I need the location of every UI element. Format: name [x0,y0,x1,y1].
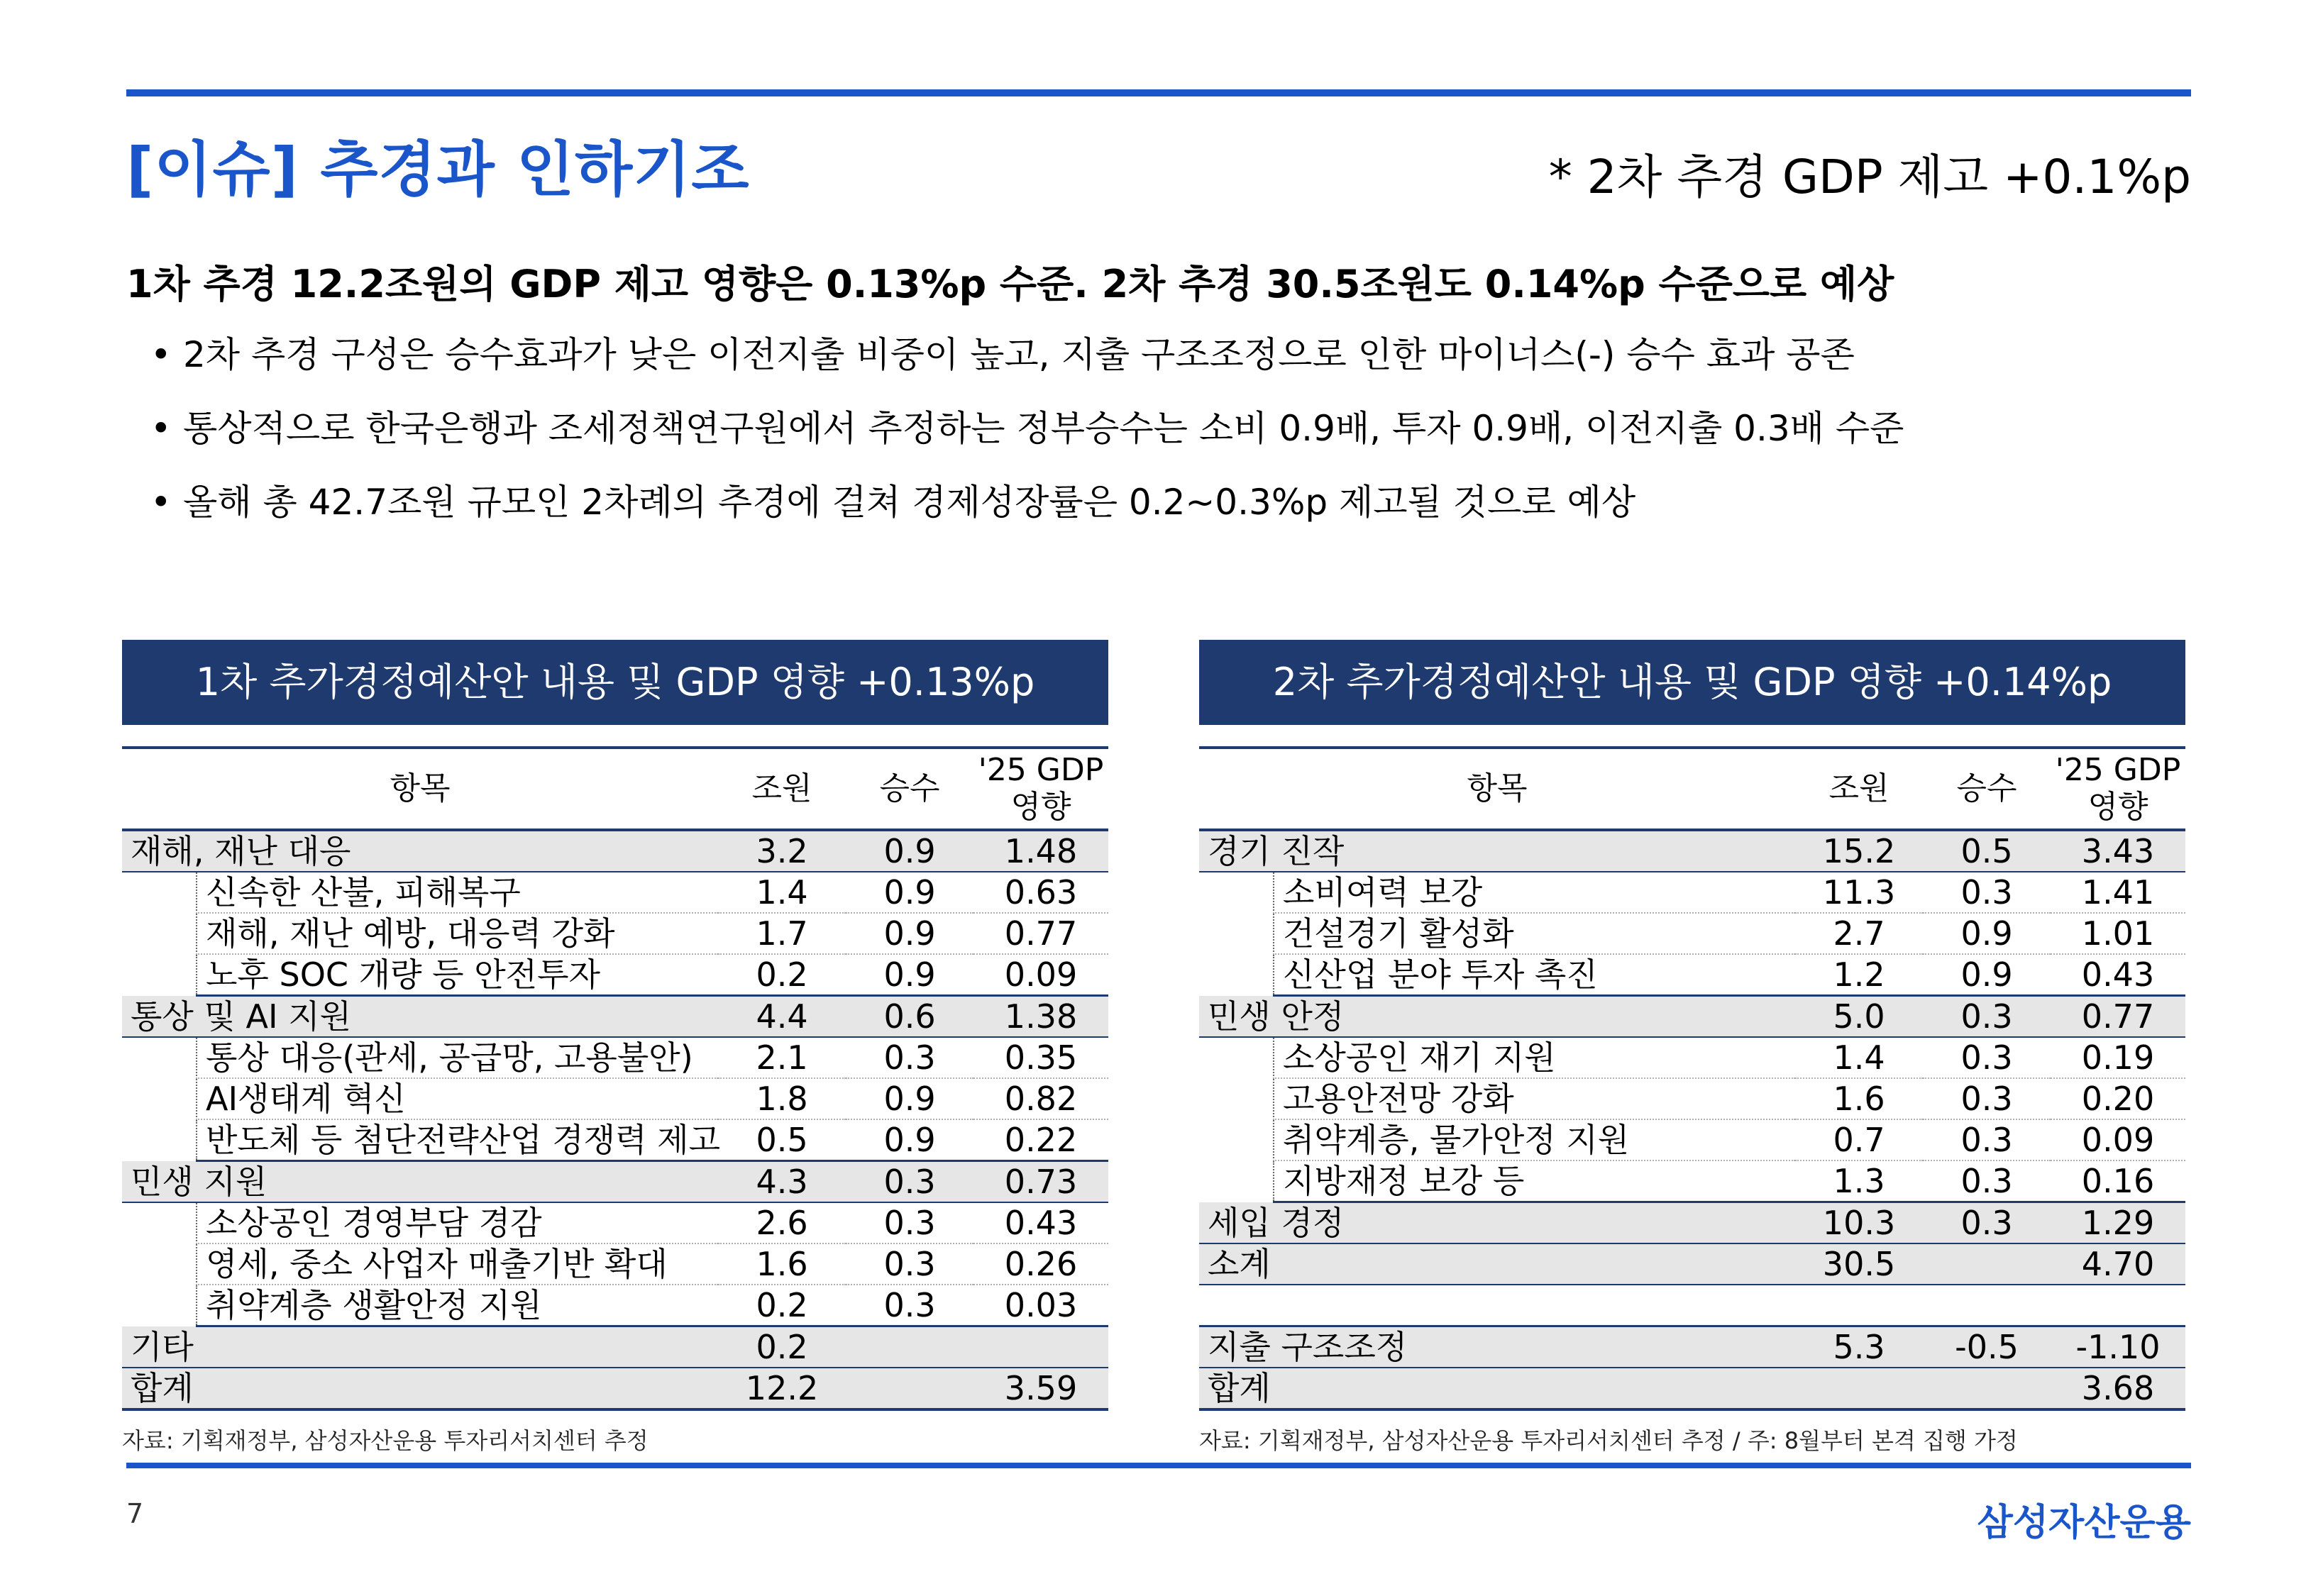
row-trillion: 1.4 [1795,1037,1923,1078]
row-label: 경기 진작 [1199,830,1795,872]
table1-header: 1차 추가경정예산안 내용 및 GDP 영향 +0.13%p [122,640,1108,725]
row-label: 신산업 분야 투자 촉진 [1274,954,1795,996]
table-row-sub [1199,872,2185,913]
row-label: 건설경기 활성화 [1274,913,1795,954]
table-row-group [122,830,1108,872]
table-row-sub [122,1119,1108,1161]
table2 [1199,746,2185,1411]
col-header-gdp: '25 GDP 영향 [2051,748,2185,830]
col-header-gdp: '25 GDP 영향 [973,748,1108,830]
row-trillion: 4.3 [718,1161,846,1203]
table-row-group [1199,1202,2185,1244]
table1-panel [122,640,1108,1411]
bullet-dot-icon: • [150,482,172,523]
row-gdp-effect: 3.43 [2051,830,2185,872]
table1 [122,746,1108,1411]
row-label: 반도체 등 첨단전략산업 경쟁력 제고 [197,1119,718,1161]
row-label: 취약계층 생활안정 지원 [197,1285,718,1326]
col-header-trillion: 조원 [718,748,846,830]
spacer-row [1199,1285,2185,1326]
row-multiplier: 0.3 [1923,872,2051,913]
row-trillion [1795,1368,1923,1409]
row-trillion: 1.4 [718,872,846,913]
row-trillion: 1.2 [1795,954,1923,996]
row-indent [1199,1160,1274,1202]
row-gdp-effect [973,1326,1108,1368]
row-label: 민생 지원 [122,1161,718,1203]
row-trillion: 11.3 [1795,872,1923,913]
row-gdp-effect: -1.10 [2051,1326,2185,1368]
row-multiplier: 0.6 [846,996,973,1038]
row-multiplier: 0.3 [1923,1037,2051,1078]
row-multiplier: 0.9 [846,1119,973,1161]
row-trillion: 1.3 [1795,1160,1923,1202]
headline: 1차 추경 12.2조원의 GDP 제고 영향은 0.13%p 수준. 2차 추경 30.5조원도 0.14%p 수준으로 예상 [126,262,1894,306]
row-multiplier: 0.9 [846,830,973,872]
row-label: 소비여력 보강 [1274,872,1795,913]
table-row-sub [122,1243,1108,1285]
table-row-sub [1199,1078,2185,1119]
row-trillion: 0.2 [718,1326,846,1368]
row-gdp-effect: 0.03 [973,1285,1108,1326]
row-trillion: 10.3 [1795,1202,1923,1244]
row-trillion: 4.4 [718,996,846,1038]
row-gdp-effect: 1.41 [2051,872,2185,913]
table-row-total [1199,1368,2185,1409]
row-gdp-effect: 1.38 [973,996,1108,1038]
page-number: 7 [126,1498,144,1529]
row-multiplier: 0.3 [846,1285,973,1326]
table1-source: 자료: 기획재정부, 삼성자산운용 투자리서치센터 추정 [122,1427,649,1454]
row-indent [122,1037,197,1078]
row-trillion: 1.8 [718,1078,846,1119]
row-trillion: 0.2 [718,954,846,996]
row-multiplier: -0.5 [1923,1326,2051,1368]
row-indent [122,1202,197,1243]
table-row-group [122,1326,1108,1368]
row-indent [1199,913,1274,954]
row-label: 지방재정 보강 등 [1274,1160,1795,1202]
bullet-text: 올해 총 42.7조원 규모인 2차례의 추경에 걸쳐 경제성장률은 0.2~0.3%p 제고될 것으로 예상 [183,482,1636,523]
row-label: 신속한 산불, 피해복구 [197,872,718,913]
row-gdp-effect: 1.48 [973,830,1108,872]
row-trillion: 15.2 [1795,830,1923,872]
top-rule [126,89,2191,96]
table-row-group [1199,996,2185,1038]
row-label: 노후 SOC 개량 등 안전투자 [197,954,718,996]
bullet-text: 통상적으로 한국은행과 조세정책연구원에서 추정하는 정부승수는 소비 0.9배, 투자 0.9배, 이전지출 0.3배 수준 [183,408,1904,449]
row-indent [1199,954,1274,996]
row-label: 합계 [1199,1368,1795,1409]
row-multiplier: 0.5 [1923,830,2051,872]
row-trillion: 12.2 [718,1368,846,1409]
table1-header-row [122,748,1108,830]
title-note: * 2차 추경 GDP 제고 +0.1%p [1548,150,2191,204]
row-label: 취약계층, 물가안정 지원 [1274,1119,1795,1160]
row-multiplier: 0.9 [846,1078,973,1119]
page-title: [이슈] 추경과 인하기조 [126,135,750,204]
table-row-sub [122,872,1108,913]
row-gdp-effect: 0.43 [2051,954,2185,996]
row-label: 소상공인 재기 지원 [1274,1037,1795,1078]
row-trillion: 0.2 [718,1285,846,1326]
table-row-group [1199,1326,2185,1368]
row-gdp-effect: 0.09 [973,954,1108,996]
bullet-item [150,404,1904,477]
row-indent [1199,1078,1274,1119]
row-multiplier [846,1326,973,1368]
col-header-multiplier: 승수 [1923,748,2051,830]
row-indent [122,1119,197,1161]
table-row-total [122,1368,1108,1409]
row-multiplier: 0.3 [846,1243,973,1285]
row-trillion: 0.7 [1795,1119,1923,1160]
col-header-item: 항목 [122,748,718,830]
row-multiplier: 0.3 [846,1161,973,1203]
row-indent [122,913,197,954]
table-row-sub [122,1285,1108,1326]
row-multiplier: 0.9 [846,872,973,913]
table-row-group [122,1161,1108,1203]
row-gdp-effect: 0.16 [2051,1160,2185,1202]
row-multiplier: 0.9 [1923,913,2051,954]
col-header-trillion: 조원 [1795,748,1923,830]
row-gdp-effect: 4.70 [2051,1243,2185,1285]
row-gdp-effect: 0.20 [2051,1078,2185,1119]
row-label: 통상 및 AI 지원 [122,996,718,1038]
table1-body [122,830,1108,1409]
row-indent [1199,1119,1274,1160]
row-gdp-effect: 0.63 [973,872,1108,913]
row-gdp-effect: 0.77 [973,913,1108,954]
table-row-group [122,996,1108,1038]
table2-source: 자료: 기획재정부, 삼성자산운용 투자리서치센터 추정 / 주: 8월부터 본격 집행 가정 [1199,1427,2018,1454]
row-trillion: 2.7 [1795,913,1923,954]
table-row-sub [122,1078,1108,1119]
row-gdp-effect: 0.22 [973,1119,1108,1161]
row-indent [122,1243,197,1285]
row-trillion: 2.1 [718,1037,846,1078]
row-trillion: 0.5 [718,1119,846,1161]
row-gdp-effect: 0.43 [973,1202,1108,1243]
bullet-item [150,477,1904,551]
table-row-sub [1199,913,2185,954]
row-multiplier: 0.3 [1923,1202,2051,1244]
table-row-group [1199,1243,2185,1285]
row-label: 영세, 중소 사업자 매출기반 확대 [197,1243,718,1285]
table-row-sub [122,954,1108,996]
row-multiplier: 0.9 [846,913,973,954]
row-indent [122,1285,197,1326]
bullet-list [150,330,1904,551]
table-row-sub [122,913,1108,954]
table-row-sub [122,1202,1108,1243]
company-logo: 삼성자산운용 [1977,1502,2191,1544]
row-trillion: 3.2 [718,830,846,872]
row-label: 합계 [122,1368,718,1409]
row-gdp-effect: 1.01 [2051,913,2185,954]
row-trillion: 5.0 [1795,996,1923,1038]
row-multiplier [1923,1368,2051,1409]
row-label: 재해, 재난 대응 [122,830,718,872]
table2-header: 2차 추가경정예산안 내용 및 GDP 영향 +0.14%p [1199,640,2185,725]
row-multiplier: 0.3 [1923,1160,2051,1202]
row-trillion: 5.3 [1795,1326,1923,1368]
row-gdp-effect: 1.29 [2051,1202,2185,1244]
row-multiplier: 0.3 [1923,1119,2051,1160]
row-gdp-effect: 0.09 [2051,1119,2185,1160]
row-gdp-effect: 0.73 [973,1161,1108,1203]
row-indent [1199,1037,1274,1078]
row-label: 통상 대응(관세, 공급망, 고용불안) [197,1037,718,1078]
row-trillion: 1.6 [718,1243,846,1285]
table2-header-row [1199,748,2185,830]
row-gdp-effect: 0.82 [973,1078,1108,1119]
table2-panel [1199,640,2185,1411]
row-label: 소계 [1199,1243,1795,1285]
row-label: 재해, 재난 예방, 대응력 강화 [197,913,718,954]
table2-body [1199,830,2185,1409]
row-multiplier [1923,1243,2051,1285]
row-label: 민생 안정 [1199,996,1795,1038]
bullet-dot-icon: • [150,334,172,375]
row-label: 고용안전망 강화 [1274,1078,1795,1119]
row-trillion: 30.5 [1795,1243,1923,1285]
row-label: 세입 경정 [1199,1202,1795,1244]
row-indent [122,954,197,996]
row-indent [1199,872,1274,913]
row-trillion: 1.6 [1795,1078,1923,1119]
table-row-sub [1199,1037,2185,1078]
bullet-text: 2차 추경 구성은 승수효과가 낮은 이전지출 비중이 높고, 지출 구조조정으로 인한 마이너스(-) 승수 효과 공존 [183,334,1855,375]
row-multiplier: 0.3 [846,1202,973,1243]
row-gdp-effect: 0.19 [2051,1037,2185,1078]
row-gdp-effect: 0.35 [973,1037,1108,1078]
col-header-item: 항목 [1199,748,1795,830]
row-gdp-effect: 0.26 [973,1243,1108,1285]
row-indent [122,872,197,913]
row-multiplier: 0.3 [846,1037,973,1078]
table-row-sub [122,1037,1108,1078]
bullet-dot-icon: • [150,408,172,449]
row-indent [122,1078,197,1119]
table-row-group [1199,830,2185,872]
row-multiplier: 0.9 [846,954,973,996]
row-multiplier: 0.3 [1923,996,2051,1038]
row-multiplier [846,1368,973,1409]
row-trillion: 1.7 [718,913,846,954]
col-header-multiplier: 승수 [846,748,973,830]
row-multiplier: 0.3 [1923,1078,2051,1119]
row-label: 기타 [122,1326,718,1368]
table-row-sub [1199,1160,2185,1202]
row-gdp-effect: 3.68 [2051,1368,2185,1409]
table-row-sub [1199,1119,2185,1160]
table-row-sub [1199,954,2185,996]
row-label: AI생태계 혁신 [197,1078,718,1119]
row-gdp-effect: 0.77 [2051,996,2185,1038]
row-gdp-effect: 3.59 [973,1368,1108,1409]
row-label: 소상공인 경영부담 경감 [197,1202,718,1243]
spacer-cell [1199,1285,2185,1326]
bottom-rule [126,1463,2191,1468]
row-label: 지출 구조조정 [1199,1326,1795,1368]
row-trillion: 2.6 [718,1202,846,1243]
bullet-item [150,330,1904,404]
row-multiplier: 0.9 [1923,954,2051,996]
